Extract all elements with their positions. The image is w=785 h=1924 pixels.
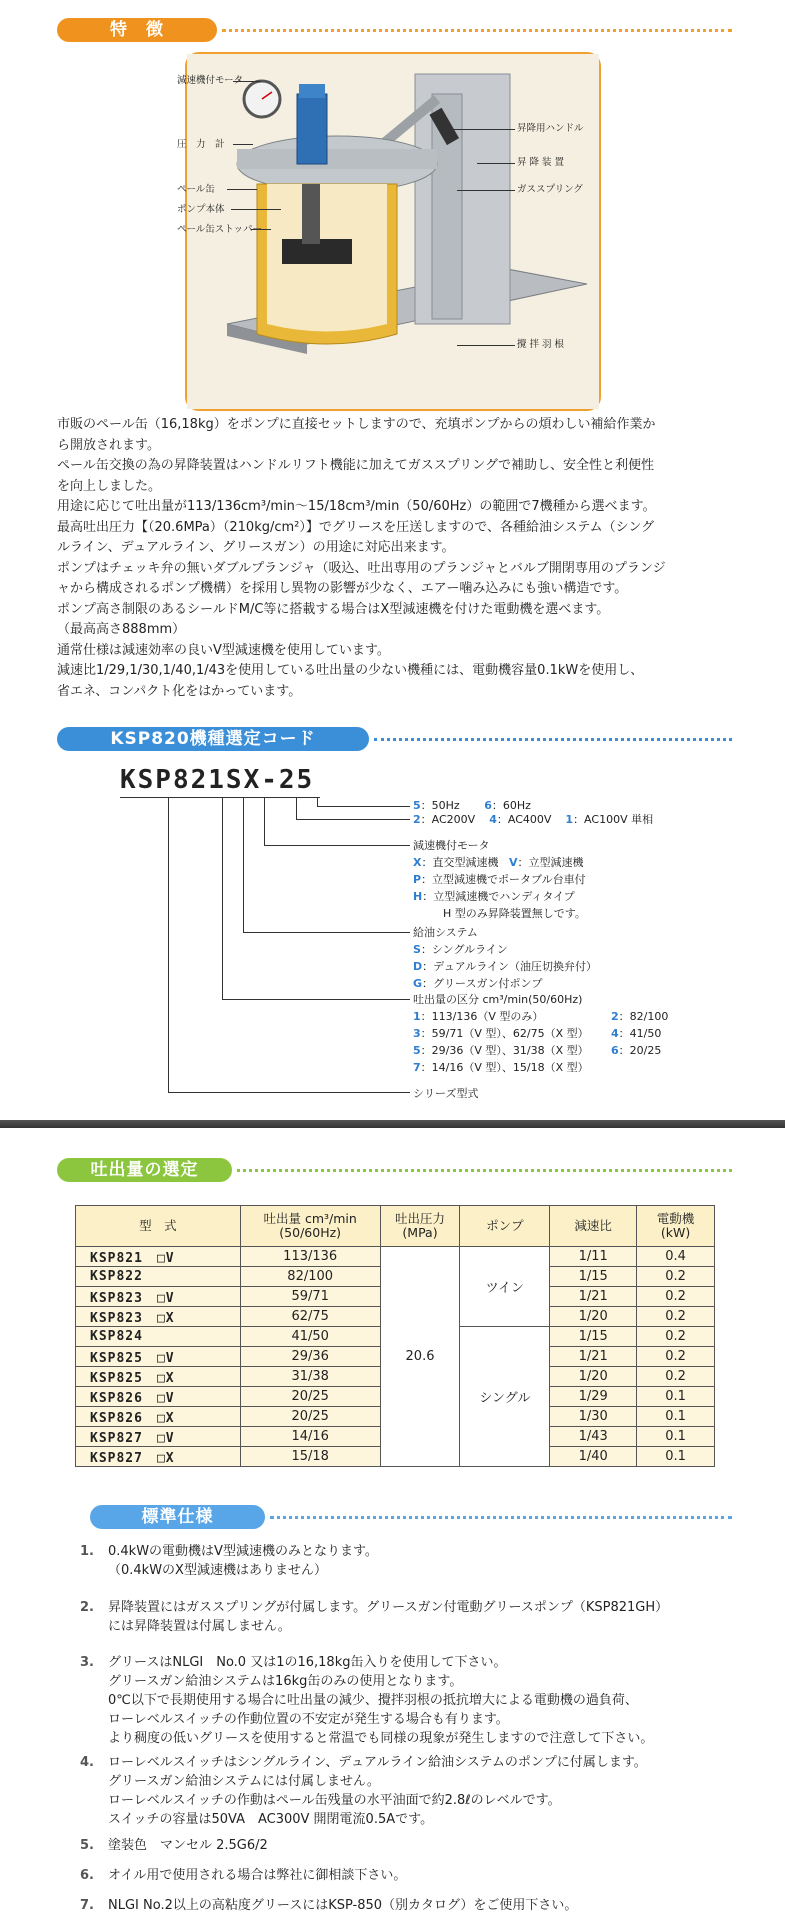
code-key: 5 [413,799,421,812]
standard-item-line: ローレベルスイッチの作動位置の不安定が発生する場合も有ります。 [108,1712,509,1727]
label-agitator: 攪 拌 羽 根 [517,339,565,350]
code-discharge-row [611,1025,661,1042]
table-cell-model: KSP821 □V [76,1247,241,1267]
standard-item-number: 3. [80,1655,94,1670]
intro-line: 用途に応じて吐出量が113/136cm³/min～15/18cm³/min（50/60Hz）の範囲で7機種から選べます。 [57,499,656,514]
table-cell-pressure: 20.6 [380,1247,460,1467]
standard-item [80,1836,760,1855]
table-cell-flow: 20/25 [240,1407,380,1427]
code-discharge-title: 吐出量の区分 cm³/min(50/60Hz) [413,993,583,1006]
table-cell-flow: 15/18 [240,1447,380,1467]
code-key: P [413,873,422,886]
section-header-features: 特 徴 [57,18,217,42]
standard-item-line: ローレベルスイッチはシングルライン、デュアルライン給油システムのポンプに付属します。 [108,1755,647,1770]
product-photo [177,52,601,411]
code-motor-title: 減速機付モータ [413,839,490,852]
leader-line [317,806,410,807]
standard-item [80,1753,760,1829]
standard-item-line: スイッチの容量は50VA AC300V 開閉電流0.5Aです。 [108,1812,434,1827]
code-value: ：直交型減速機 [421,856,499,869]
table-cell-flow: 113/136 [240,1247,380,1267]
table-header: 電動機 (kW) [637,1206,715,1247]
standard-item-line: オイル用で使用される場合は弊社に御相談下さい。 [108,1868,407,1883]
intro-line: ポンプはチェッキ弁の無いダブルプランジャ（吸込、吐出専用のプランジャとバルブ開閉専用のプランジ [57,560,666,576]
code-value: ：59/71（V 型）、62/75（X 型） [420,1027,589,1040]
code-key: 4 [489,813,497,826]
table-cell-ratio: 1/15 [550,1327,637,1347]
standard-item [80,1653,760,1748]
code-value: ：29/36（V 型）、31/38（X 型） [420,1044,589,1057]
table-cell-model: KSP823 □X [76,1307,241,1327]
code-value: ：立型減速機でハンディタイプ [422,890,575,903]
code-value: ：グリースガン付ポンプ [422,977,543,990]
table-cell-model: KSP824 [76,1327,241,1347]
table-cell-ratio: 1/20 [550,1367,637,1387]
table-cell-flow: 41/50 [240,1327,380,1347]
table-cell-ratio: 1/30 [550,1407,637,1427]
header-dots [237,1169,732,1172]
leader-line [168,797,169,1092]
table-cell-ratio: 1/21 [550,1347,637,1367]
standard-item-line: （0.4kWのX型減速機はありません） [108,1563,327,1578]
discharge-table [75,1205,715,1467]
table-cell-kw: 0.2 [637,1307,715,1327]
code-discharge-row [413,1059,589,1076]
intro-line: ルライン、デュアルライン、グリースガン）の用途に対応出来ます。 [57,540,455,555]
leader-line [243,932,410,933]
header-dots [270,1516,732,1519]
code-discharge-row [611,1042,661,1059]
code-value: ：AC200V [420,813,476,826]
standard-item-line: グリースガン給油システムには付属しません。 [108,1774,380,1789]
table-cell-model: KSP826 □X [76,1407,241,1427]
table-cell-ratio: 1/15 [550,1267,637,1287]
code-value: ：AC400V [496,813,552,826]
code-value: H 型のみ昇降装置無しです。 [443,907,586,920]
code-discharge-row [611,1008,668,1025]
intro-line: ら開放されます。 [57,437,160,453]
code-value: ：立型減速機 [517,856,584,869]
code-key: D [413,960,423,973]
leader-line [264,845,410,846]
table-cell-ratio: 1/43 [550,1427,637,1447]
table-cell-flow: 14/16 [240,1427,380,1447]
leader-line [453,129,515,130]
leader-line [222,797,223,999]
table-cell-flow: 31/38 [240,1367,380,1387]
table-cell-ratio: 1/11 [550,1247,637,1267]
table-cell-kw: 0.2 [637,1327,715,1347]
code-value: ：60Hz [491,799,531,812]
code-value: ：41/50 [618,1027,662,1040]
standard-item-number: 1. [80,1544,94,1559]
code-discharge [413,991,582,1008]
model-code: KSP821SX-25 [120,765,315,795]
table-cell-model: KSP825 □X [76,1367,241,1387]
code-discharge-row [413,1008,543,1025]
standard-item-number: 2. [80,1600,94,1615]
intro-line: を向上しました。 [57,478,162,494]
code-key: 5 [413,1044,421,1057]
table-cell-kw: 0.1 [637,1427,715,1447]
intro-line: 省エネ、コンパクト化をはかっています。 [57,683,302,699]
intro-line: 減速比1/29,1/30,1/40,1/43を使用している吐出量の少ない機種には、電動機容量0.1kWを使用し、 [57,663,644,678]
code-discharge-row [413,1025,589,1042]
code-key: S [413,943,421,956]
table-header: 減速比 [550,1206,637,1247]
table-cell-kw: 0.2 [637,1267,715,1287]
table-cell-kw: 0.1 [637,1447,715,1467]
code-value: ：立型減速機でポータブル台車付 [421,873,586,886]
table-cell-model: KSP827 □X [76,1447,241,1467]
table-header: 吐出量 cm³/min (50/60Hz) [240,1206,380,1247]
label-pail-stopper: ペール缶ストッパー [177,224,263,235]
label-reducer-motor: 減速機付モータ [177,75,244,86]
code-value: ：113/136（V 型のみ） [420,1010,544,1023]
standard-item-line: ローレベルスイッチの作動はペール缶残量の水平油面で約2.8ℓのレベルです。 [108,1793,561,1808]
code-key: 6 [611,1044,619,1057]
leader-line [233,144,253,145]
code-key: 1 [565,813,574,826]
standard-item [80,1896,760,1915]
leader-line [222,999,410,1000]
standard-item-line: グリースガン給油システムは16kg缶のみの使用となります。 [108,1674,463,1689]
section-header-standard: 標準仕様 [90,1505,265,1529]
table-cell-ratio: 1/20 [550,1307,637,1327]
table-cell-flow: 62/75 [240,1307,380,1327]
table-cell-model: KSP823 □V [76,1287,241,1307]
table-cell-model: KSP826 □V [76,1387,241,1407]
leader-line [457,190,515,191]
table-header-row [76,1206,715,1247]
code-key: 2 [611,1010,619,1023]
standard-item-line: 昇降装置にはガススプリングが付属します。グリースガン付電動グリースポンプ（KSP821GH） [108,1600,669,1615]
leader-line [296,819,410,820]
table-cell-model: KSP822 [76,1267,241,1287]
intro-line: ポンプ高さ制限のあるシールドM/C等に搭載する場合はX型減速機を付けた電動機を選べます。 [57,601,610,617]
table-cell-kw: 0.2 [637,1287,715,1307]
standard-item-line: 0.4kWの電動機はV型減速機のみとなります。 [108,1544,378,1559]
table-cell-pump: シングル [460,1327,550,1467]
table-cell-kw: 0.1 [637,1387,715,1407]
leader-line [243,797,244,932]
code-system [413,924,597,992]
table-cell-kw: 0.2 [637,1347,715,1367]
standard-item-number: 7. [80,1898,94,1913]
standard-item-line: 塗装色 マンセル 2.5G6/2 [108,1838,268,1853]
label-pressure-gauge: 圧 力 計 [177,139,225,150]
leader-line [317,797,318,806]
label-pump-body: ポンプ本体 [177,204,225,215]
standard-item [80,1866,760,1885]
table-cell-flow: 59/71 [240,1287,380,1307]
table-cell-flow: 82/100 [240,1267,380,1287]
section-header-code: KSP820機種選定コード [57,727,369,751]
table-header: ポンプ [460,1206,550,1247]
code-underline [120,797,320,798]
code-key: 1 [413,1010,421,1023]
code-key: 7 [413,1061,421,1074]
code-motor [413,837,586,922]
label-lift-device: 昇 降 装 置 [517,157,565,168]
intro-line: 最高吐出圧力【（20.6MPa）（210kg/cm²）】でグリースを圧送しますので、各種給油システム（シング [57,519,655,535]
code-volt [413,811,653,828]
leader-line [233,81,261,82]
intro-line: ャから構成されるポンプ機構）を採用し異物の影響が少なく、エアー噛み込みにも強い構造です。 [57,581,628,596]
intro-text [57,415,747,702]
code-value: ：デュアルライン（油圧切換弁付） [422,960,598,973]
code-discharge-row [413,1042,589,1059]
code-key: X [413,856,422,869]
standard-item-number: 4. [80,1755,94,1770]
header-dots [222,29,732,32]
code-key: H [413,890,423,903]
code-key: 4 [611,1027,619,1040]
table-cell-model: KSP827 □V [76,1427,241,1447]
table-cell-ratio: 1/29 [550,1387,637,1407]
header-dots [374,738,732,741]
table-cell-pump: ツイン [460,1247,550,1327]
code-key: V [508,856,518,869]
standard-item-number: 6. [80,1868,94,1883]
label-lift-handle: 昇降用ハンドル [517,123,584,134]
standard-item-line: グリースはNLGI No.0 又は1の16,18kg缶入りを使用して下さい。 [108,1655,507,1670]
standard-item-line: NLGI No.2以上の高粘度グリースにはKSP-850（別カタログ）をご使用下さい。 [108,1898,578,1913]
table-cell-flow: 29/36 [240,1347,380,1367]
section-header-discharge: 吐出量の選定 [57,1158,232,1182]
leader-line [168,1092,410,1093]
code-key: 2 [413,813,421,826]
standard-item [80,1598,760,1636]
table-header: 吐出圧力 (MPa) [380,1206,460,1247]
table-cell-kw: 0.2 [637,1367,715,1387]
leader-line [227,189,257,190]
code-series: シリーズ型式 [413,1087,479,1100]
intro-line: （最高高さ888mm） [57,622,186,637]
code-value: ：82/100 [618,1010,669,1023]
standard-item-line: より稠度の低いグリースを使用すると常温でも同様の現象が発生しますので注意して下さい。 [108,1731,654,1746]
leader-line [477,163,515,164]
code-value: ：シングルライン [420,943,508,956]
intro-line: 市販のペール缶（16,18kg）をポンプに直接セットしますので、充填ポンプからの煩わしい補給作業か [57,417,656,432]
code-value: ：50Hz [420,799,460,812]
table-cell-model: KSP825 □V [76,1347,241,1367]
code-system-title: 給油システム [413,926,478,939]
label-pail-can: ペール缶 [177,184,215,195]
code-value: ：AC100V 単相 [573,813,654,826]
code-key: G [413,977,423,990]
leader-line [251,229,271,230]
label-gas-spring: ガススプリング [517,184,583,195]
section-divider [0,1120,785,1128]
leader-line [457,345,515,346]
intro-line: 通常仕様は減速効率の良いV型減速機を使用しています。 [57,642,390,658]
standard-item-line: 0℃以下で長期使用する場合に吐出量の減少、攪拌羽根の抵抗増大による電動機の過負荷、 [108,1693,638,1708]
code-value: ：20/25 [618,1044,662,1057]
code-key: 3 [413,1027,421,1040]
leader-line [231,209,281,210]
leader-line [264,797,265,845]
table-cell-flow: 20/25 [240,1387,380,1407]
table-cell-kw: 0.1 [637,1407,715,1427]
code-value: ：14/16（V 型）、15/18（X 型） [420,1061,589,1074]
code-key: 6 [484,799,492,812]
standard-item-number: 5. [80,1838,94,1853]
leader-line [296,797,297,819]
table-cell-ratio: 1/40 [550,1447,637,1467]
table-header: 型 式 [76,1206,241,1247]
table-row [76,1247,715,1267]
standard-item-line: には昇降装置は付属しません。 [108,1619,291,1634]
standard-item [80,1542,760,1580]
table-cell-kw: 0.4 [637,1247,715,1267]
intro-line: ペール缶交換の為の昇降装置はハンドルリフト機能に加えてガススプリングで補助し、安全性と利便性 [57,458,654,473]
table-cell-ratio: 1/21 [550,1287,637,1307]
